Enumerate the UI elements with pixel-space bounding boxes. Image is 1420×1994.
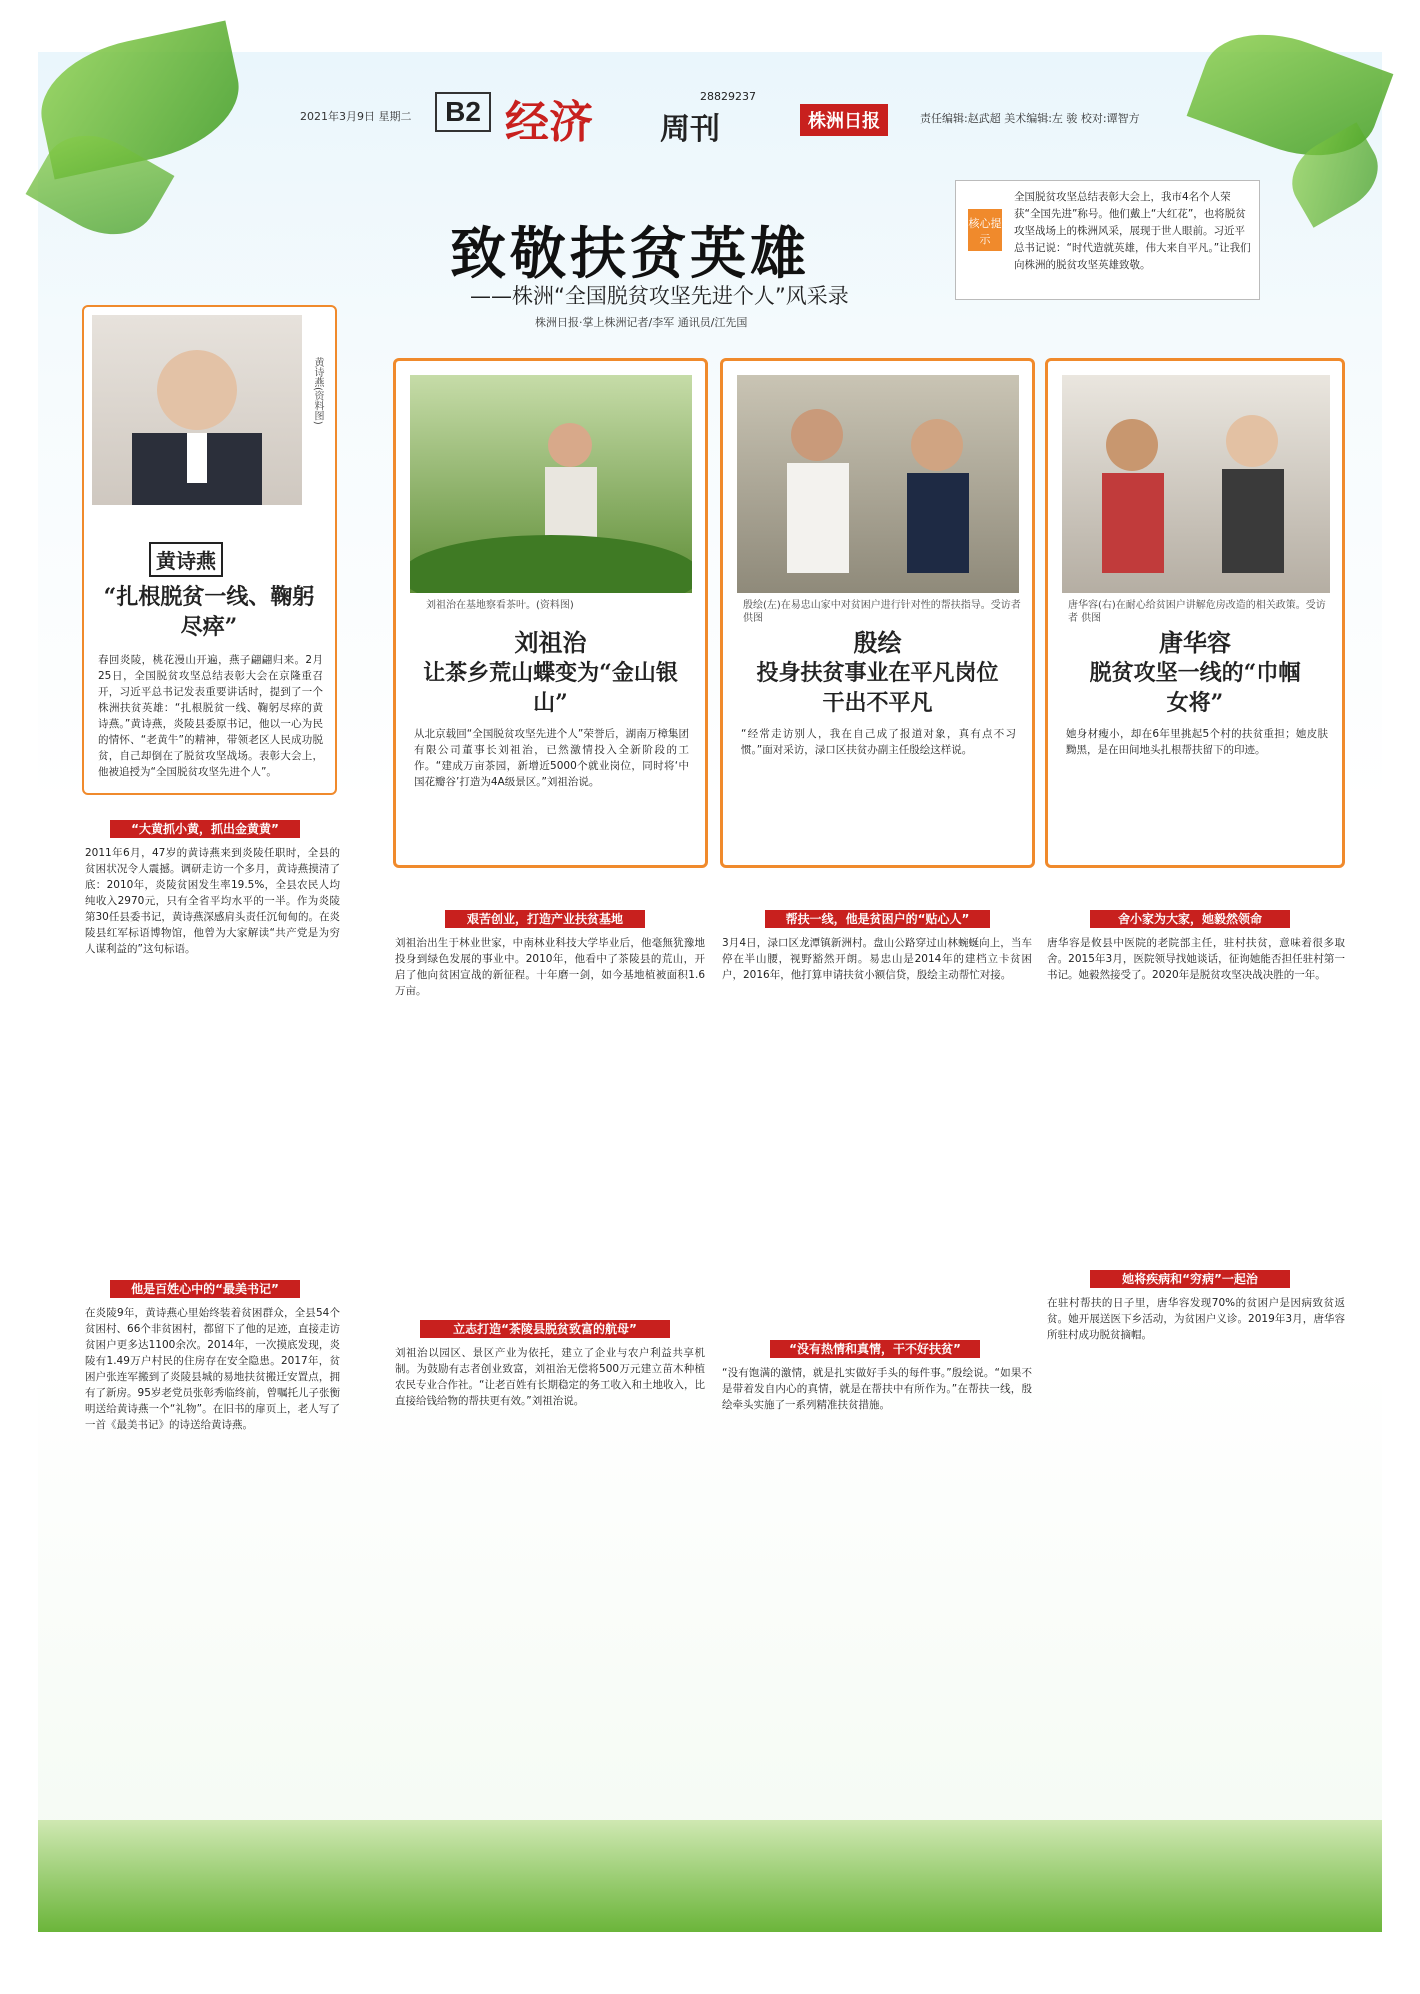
profile-liu <box>393 358 708 868</box>
hotline: 28829237 <box>700 90 756 103</box>
profile-title: 脱贫攻坚一线的“巾帼女将” <box>1089 660 1301 716</box>
photo <box>410 375 692 593</box>
article-text: 刘祖治以园区、景区产业为依托，建立了企业与农户利益共享机制。为鼓励有志者创业致富，刘祖治无偿将500万元建立苗木种植农民专业合作社。“让老百姓有长期稳定的务工收入和土地收入，比直接给钱给物的帮扶更有效。”刘祖治说。 <box>395 1347 705 1407</box>
portrait-photo <box>92 315 302 505</box>
photo-caption: 唐华容(右)在耐心给贫困户讲解危房改造的相关政策。受访者 供图 <box>1068 600 1326 624</box>
subhead-band: “没有热情和真情，干不好扶贫” <box>770 1340 980 1358</box>
subhead-band: 艰苦创业，打造产业扶贫基地 <box>445 910 645 928</box>
article-text: 3月4日，渌口区龙潭镇新洲村。盘山公路穿过山林蜿蜒向上，当车停在半山腰，视野豁然开朗。易忠山是2014年的建档立卡贫困户，2016年，他打算申请扶贫小额信贷，殷绘主动帮忙对接。 <box>722 937 1032 981</box>
subhead-band: 立志打造“茶陵县脱贫致富的航母” <box>420 1320 670 1338</box>
photo <box>737 375 1019 593</box>
profile-title: 投身扶贫事业在平凡岗位干出不平凡 <box>756 660 999 716</box>
profile-tang <box>1045 358 1345 868</box>
person-name: 黄诗燕 <box>149 542 223 577</box>
person-name: 唐华容 <box>1159 629 1231 657</box>
interview-illustration <box>737 375 1019 593</box>
profile-intro: 春回炎陵，桃花漫山开遍，燕子翩翩归来。2月25日，全国脱贫攻坚总结表彰大会在京隆重召开，习近平总书记发表重要讲话时，提到了一个株洲扶贫英雄：“扎根脱贫一线、鞠躬尽瘁的黄诗燕。”黄诗燕，炎陵县委原书记，他以一心为民的情怀、“老黄牛”的精神，带领老区人民成功脱贫，自己却倒在了脱贫攻坚战场。表彰大会上，他被追授为“全国脱贫攻坚先进个人”。 <box>98 654 323 778</box>
person-name: 刘祖治 <box>514 629 587 657</box>
subhead-band: 他是百姓心中的“最美书记” <box>110 1280 300 1298</box>
core-text: 全国脱贫攻坚总结表彰大会上，我市4名个人荣获“全国先进”称号。他们戴上“大红花”，也将脱贫攻坚战场上的株洲风采，展现于世人眼前。习近平总书记说：“时代造就英雄，伟大来自平凡。”让我们向株洲的脱贫攻坚英雄致敬。 <box>1014 191 1251 271</box>
article-text: 在驻村帮扶的日子里，唐华容发现70%的贫困户是因病致贫返贫。她开展送医下乡活动，为贫困户义诊。2019年3月，唐华容所驻村成功脱贫摘帽。 <box>1047 1297 1345 1341</box>
newspaper-logo: 株洲日报 <box>800 104 888 136</box>
subhead-band: 帮扶一线，他是贫困户的“贴心人” <box>765 910 990 928</box>
grass-field-decoration <box>38 1820 1382 1932</box>
core-summary-box <box>955 180 1260 300</box>
home-visit-illustration <box>1062 375 1330 593</box>
article-text: 刘祖治出生于林业世家，中南林业科技大学毕业后，他毫無犹豫地投身到绿色发展的事业中。2010年，他看中了茶陵县的荒山，开启了他向贫困宣战的新征程。十年磨一剑，如今基地植被面积1.6万亩。 <box>395 937 705 997</box>
page-number: B2 <box>435 92 491 132</box>
article-text: 在炎陵9年，黄诗燕心里始终装着贫困群众，全县54个贫困村、66个非贫困村，都留下了他的足迹，直接走访贫困户更多达1100余次。2014年，一次摸底发现，炎陵有1.49万户村民的住房存在安全隐患。2017年，贫困户张连军搬到了炎陵县城的易地扶贫搬迁安置点，拥有了新房。95岁老党员张彰秀临终前，曾嘱托儿子张衡明送给黄诗燕一个“礼物”。在旧书的扉页上，老人写了一首《最美书记》的诗送给黄诗燕。 <box>85 1307 340 1431</box>
profile-intro: “经常走访别人，我在自己成了报道对象，真有点不习惯。”面对采访，渌口区扶贫办副主任殷绘这样说。 <box>741 728 1016 756</box>
section-subtitle: 周刊 <box>660 112 720 147</box>
profile-intro: 她身材瘦小，却在6年里挑起5个村的扶贫重担；她皮肤黝黑，是在田间地头扎根帮扶留下的印迹。 <box>1066 728 1328 756</box>
subhead-band: 她将疾病和“穷病”一起治 <box>1090 1270 1290 1288</box>
profile-huang <box>82 305 337 795</box>
profile-intro: 从北京载回“全国脱贫攻坚先进个人”荣誉后，湖南万樟集团有限公司董事长刘祖治，已然激情投入全新阶段的工作。“建成万亩茶园，新增近5000个就业岗位，同时将‘中国花瓣谷’打造为4A级景区。”刘祖治说。 <box>414 728 689 788</box>
photo <box>1062 375 1330 593</box>
page-header <box>300 90 1280 148</box>
main-headline: 致敬扶贫英雄 <box>450 221 810 287</box>
editor-credits: 责任编辑:赵武超 美术编辑:左 骏 校对:谭智方 <box>920 112 1140 125</box>
profile-quote: “扎根脱贫一线、鞠躬尽瘁” <box>103 584 315 640</box>
subhead-band: “大黄抓小黄，抓出金黄黄” <box>110 820 300 838</box>
person-name: 殷绘 <box>853 629 902 657</box>
profile-yin <box>720 358 1035 868</box>
subhead-band: 舍小家为大家，她毅然领命 <box>1090 910 1290 928</box>
portrait-illustration <box>92 315 302 505</box>
photo-caption: 刘祖治在基地察看茶叶。(资料图) <box>426 600 574 611</box>
portrait-caption: 黄诗燕(资料图) <box>312 357 323 425</box>
article-text: “没有饱满的激情，就是扎实做好手头的每件事。”殷绘说。“如果不是带着发自内心的真情，就是在帮扶中有所作为。”在帮扶一线，殷绘牵头实施了一系列精准扶贫措施。 <box>722 1367 1032 1411</box>
byline: 株洲日报·掌上株洲记者/李军 通讯员/江先国 <box>535 316 748 329</box>
profile-title: 让茶乡荒山蝶变为“金山银山” <box>423 660 678 716</box>
photo-caption: 殷绘(左)在易忠山家中对贫困户进行针对性的帮扶指导。受访者 供图 <box>743 600 1021 624</box>
issue-date: 2021年3月9日 星期二 <box>300 110 412 123</box>
tea-field-illustration <box>410 375 692 593</box>
article-text: 唐华容是攸县中医院的老院部主任，驻村扶贫，意味着很多取舍。2015年3月，医院领导找她谈话，征询她能否担任驻村第一书记。她毅然接受了。2020年是脱贫攻坚决战决胜的一年。 <box>1047 937 1345 981</box>
article-text: 2011年6月，47岁的黄诗燕来到炎陵任职时，全县的贫困状况令人震撼。调研走访一个多月，黄诗燕摸清了底：2010年，炎陵贫困发生率19.5%，全县农民人均纯收入2970元，只有全省平均水平的一半。作为炎陵第30任县委书记，黄诗燕深感肩头责任沉甸甸的。在炎陵县红军标语博物馆，他曾为大家解读“共产党是为穷人谋利益的”这句标语。 <box>85 847 340 955</box>
section-title: 经济 <box>505 97 593 148</box>
core-badge: 核心提示 <box>968 209 1002 251</box>
sub-headline: ——株洲“全国脱贫攻坚先进个人”风采录 <box>470 284 849 308</box>
